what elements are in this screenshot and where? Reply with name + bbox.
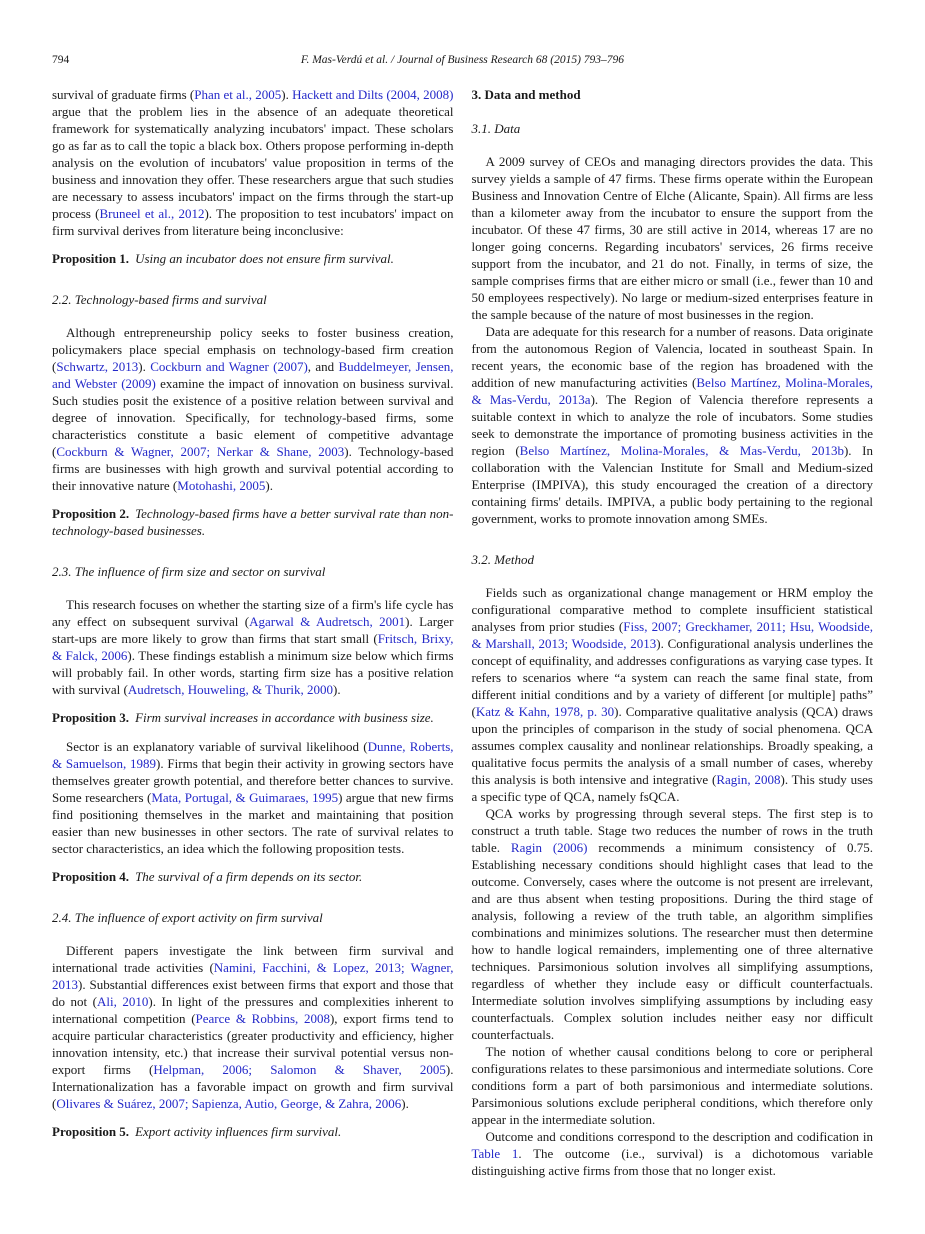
text-run: ). In light of the pressures and complexities inherent to international competition ( (52, 994, 454, 1026)
text-run: ). Larger start-ups are more likely to grow than firms that start small ( (52, 614, 454, 646)
text-run: ). (401, 1096, 409, 1111)
text-run: ). Firms that begin their activity in growing sectors have themselves greater growth potential, and therefore better chances to survive. Some researchers ( (52, 756, 454, 805)
subsection-heading: 2.3. The influence of firm size and sector on survival (52, 564, 326, 579)
text-run: , and (307, 359, 339, 374)
subsection-heading: 3.1. Data (471, 121, 521, 136)
paragraph (472, 805, 874, 1043)
text-run: ). (265, 478, 273, 493)
proposition-text: The survival of a firm depends on its sector. (135, 869, 363, 884)
text-run: . The outcome (i.e., survival) is a dichotomous variable distinguishing active firms from those that no longer exist. (471, 1146, 873, 1178)
proposition-text: Firm survival increases in accordance with business size. (135, 710, 434, 725)
citation-link[interactable]: Table 1 (471, 1146, 519, 1161)
citation-link[interactable]: Hackett and Dilts (2004, 2008) (292, 87, 454, 102)
paragraph (472, 584, 874, 805)
citation-link[interactable]: Fiss, 2007; Greckhamer, 2011; Hsu, Woodside, & Marshall, 2013; Woodside, 2013 (471, 619, 873, 651)
text-run: The notion of whether causal conditions belong to core or peripheral configurations relates to these parsimonious and intermediate solutions. Core conditions form a part of both parsimonious and intermediate solutions. Parsimonious solutions exclude peripheral conditions, which therefore only appear in the intermediate solution. (471, 1044, 873, 1127)
text-run: ). The proposition to test incubators' impact on firm survival derives from literature being inconclusive: (52, 206, 454, 238)
paragraph (52, 324, 454, 494)
section-heading: 3. Data and method (471, 87, 581, 102)
text-run: ). Comparative qualitative analysis (QCA) draws upon the principles of comparison in the study of social phenomena. QCA assumes complex causality and nonlinear relationships. Broadly speaking, a qualitative focus permits the analysis of a small number of cases, whereby this analysis is both intensive and integrative ( (471, 704, 873, 787)
text-run: ). These findings establish a minimum size below which firms will probably fail. In other words, starting firm size has a positive relation with survival ( (52, 648, 454, 697)
citation-link[interactable]: Cockburn & Wagner, 2007; Nerkar & Shane, 2003 (56, 444, 345, 459)
text-run: Outcome and conditions correspond to the description and codification in (485, 1129, 873, 1144)
proposition-text: Technology-based firms have a better survival rate than non-technology-based businesses. (52, 506, 454, 538)
text-run: Fields such as organizational change management or HRM employ the configurational comparative method to complete insufficient statistical analyses from prior studies ( (471, 585, 873, 634)
subsection-heading: 3.2. Method (471, 552, 534, 567)
citation-link[interactable]: Dunne, Roberts, & Samuelson, 1989 (52, 739, 454, 771)
citation-link[interactable]: Belso Martínez, Molina-Morales, & Mas-Verdu, 2013a (471, 375, 873, 407)
citation-link[interactable]: Agarwal & Audretsch, 2001 (249, 614, 406, 629)
text-run: argue that the problem lies in the absence of an adequate theoretical framework for systematically analyzing incubators' impact. These scholars go as far as to call the topic a black box. Others propose performing in-depth analysis on the evolution of incubators' value proposition in terms of the business and innovation they offer. These researchers argue that such studies are necessary to assess incubators' impact on the firms through the start-up process ( (52, 104, 454, 221)
text-run: ). (281, 87, 293, 102)
citation-link[interactable]: Ragin, 2008 (716, 772, 781, 787)
paragraph (52, 86, 454, 239)
proposition-label: Proposition 1. (52, 251, 130, 266)
paragraph (472, 153, 874, 323)
proposition-label: Proposition 3. (52, 710, 130, 725)
text-run: A 2009 survey of CEOs and managing directors provides the data. This survey yields a sample of 47 firms. These firms operate within the European Business and Innovation Centre of Elche (Alicante, Spain). All firms are less than a kilometer away from the incubator to ensure the support from the incubator. Of these 47 firms, 30 are still active in 2014, whereas 17 are no longer going concerns. Regarding incubators' services, 26 firms receive support from the incubator, and 21 do not. Finally, in terms of size, the sample comprises firms that are either micro or small (i.e., fewer than 10 and 50 employees respectively). No large or medium-sized enterprises feature in the sample because of the nature of most businesses in the region. (471, 154, 873, 322)
subsection-heading: 2.2. Technology-based firms and survival (52, 292, 267, 307)
citation-link[interactable]: Phan et al., 2005 (194, 87, 282, 102)
text-run: Different papers investigate the link between firm survival and international trade activities ( (52, 943, 454, 975)
citation-link[interactable]: Katz & Kahn, 1978, p. 30 (475, 704, 615, 719)
text-run: ), export firms tend to acquire particular characteristics (greater productivity and efficiency, higher innovation intensity, etc.) that increase their survival potential versus non-export firms ( (52, 1011, 454, 1077)
citation-link[interactable]: Helpman, 2006; Salomon & Shaver, 2005 (153, 1062, 446, 1077)
text-run: Data are adequate for this research for a number of reasons. Data originate from the autonomous Region of Valencia, located in southeast Spain. In recent years, the economic base of the region has broadened with the addition of new manufacturing activities ( (471, 324, 873, 390)
paragraph (52, 738, 454, 857)
text-run: ). Internationalization has a favorable impact on growth and firm survival ( (52, 1062, 454, 1111)
page-header (52, 54, 873, 70)
text-run: ). Technology-based firms are businesses with high growth and survival potential according to their innovative nature ( (52, 444, 454, 493)
text-run: ). This study uses a specific type of QCA, namely fsQCA. (471, 772, 873, 804)
proposition-text: Export activity influences firm survival. (135, 1124, 342, 1139)
citation-link[interactable]: Ragin (2006) (510, 840, 588, 855)
column-left (52, 86, 454, 1179)
page-number: 794 (52, 54, 70, 66)
proposition-text: Using an incubator does not ensure firm survival. (135, 251, 394, 266)
text-run: Although entrepreneurship policy seeks to foster business creation, policymakers place special emphasis on technology-based firm creation ( (52, 325, 454, 374)
citation-link[interactable]: Schwartz, 2013 (56, 359, 139, 374)
proposition-label: Proposition 5. (52, 1124, 130, 1139)
proposition (52, 250, 454, 267)
proposition-label: Proposition 2. (52, 506, 130, 521)
citation-link[interactable]: Motohashi, 2005 (177, 478, 266, 493)
paragraph (472, 1043, 874, 1128)
citation-link[interactable]: Ali, 2010 (97, 994, 149, 1009)
text-run: ). (138, 359, 151, 374)
text-run: This research focuses on whether the starting size of a firm's life cycle has any effect on subsequent survival ( (52, 597, 454, 629)
column-right (472, 86, 874, 1179)
citation-link[interactable]: Mata, Portugal, & Guimaraes, 1995 (151, 790, 339, 805)
subsection-heading: 2.4. The influence of export activity on firm survival (52, 910, 323, 925)
text-run: ). Substantial differences exist between firms that export and those that do not ( (52, 977, 454, 1009)
citation-link[interactable]: Bruneel et al., 2012 (99, 206, 205, 221)
proposition-label: Proposition 4. (52, 869, 130, 884)
citation-link[interactable]: Fritsch, Brixy, & Falck, 2006 (52, 631, 454, 663)
citation-link[interactable]: Belso Martínez, Molina-Morales, & Mas-Verdu, 2013b (519, 443, 844, 458)
text-run: Sector is an explanatory variable of survival likelihood ( (66, 739, 368, 754)
text-run: ). In collaboration with the Valencian Institute for Small and Medium-sized Enterprise (IMPIVA), this study encouraged the creation of a directory containing firms' details. IMPIVA, a public body pertaining to the regional government, works to promote innovation among SMEs. (471, 443, 873, 526)
citation-link[interactable]: Buddelmeyer, Jensen, and Webster (2009) (52, 359, 454, 391)
text-run: recommends a minimum consistency of 0.75. Establishing necessary conditions should highlight cases that lead to the outcome. Conversely, cases where the outcome is not present are irrelevant, and are thus absent when testing propositions. During the third stage of analysis, following a review of the truth table, an algorithm simplifies combinations and minimizes solutions. The researcher must then determine how to handle logical remainders, implementing one of three alternative techniques. Parsimonious solution involves all simplifying assumptions, regardless of whether they include easy or difficult counterfactuals. Intermediate solution involves simplifying assumptions by including easy counterfactuals. Complex solution includes neither easy nor difficult counterfactuals. (471, 840, 874, 1042)
citation-link[interactable]: Cockburn and Wagner (2007) (150, 359, 308, 374)
proposition (52, 709, 454, 726)
text-run: examine the impact of innovation on business survival. Such studies posit the existence of a positive relation between survival and degree of innovation. Specifically, for technology-based firms, some characteristics constitute a basic element of competitive advantage ( (52, 376, 454, 459)
text-run: ) argue that new firms find positioning themselves in the market and maintaining that position easier than new businesses in other sectors. The rate of survival relates to sector characteristics, an idea which the following proposition tests. (52, 790, 454, 856)
paragraph (472, 323, 874, 527)
text-run: ). The Region of Valencia therefore represents a suitable context in which to analyze the role of incubators. Some studies seek to demonstrate the importance of promoting business activities in the region ( (471, 392, 873, 458)
proposition (52, 868, 454, 885)
paragraph (472, 1128, 874, 1179)
proposition (52, 505, 454, 539)
citation-link[interactable]: Audretsch, Houweling, & Thurik, 2000 (127, 682, 334, 697)
text-run: survival of graduate firms ( (52, 87, 195, 102)
running-head: F. Mas-Verdú et al. / Journal of Business Research 68 (2015) 793–796 (300, 54, 625, 66)
citation-link[interactable]: Olivares & Suárez, 2007; Sapienza, Autio, George, & Zahra, 2006 (56, 1096, 402, 1111)
citation-link[interactable]: Pearce & Robbins, 2008 (195, 1011, 330, 1026)
citation-link[interactable]: Namini, Facchini, & Lopez, 2013; Wagner, 2013 (52, 960, 454, 992)
article-body (52, 86, 873, 1179)
paragraph (52, 596, 454, 698)
proposition (52, 1123, 454, 1140)
paragraph (52, 942, 454, 1112)
text-run: ). Configurational analysis underlines the concept of equifinality, and addresses configurations as varying case types. It refers to scenarios where “a system can reach the same final state, from different initial conditions and by a variety of different [or multiple] paths” ( (471, 636, 873, 719)
text-run: QCA works by progressing through several steps. The first step is to construct a truth table. Stage two reduces the number of rows in the truth table. (471, 806, 873, 855)
text-run: ). (333, 682, 341, 697)
